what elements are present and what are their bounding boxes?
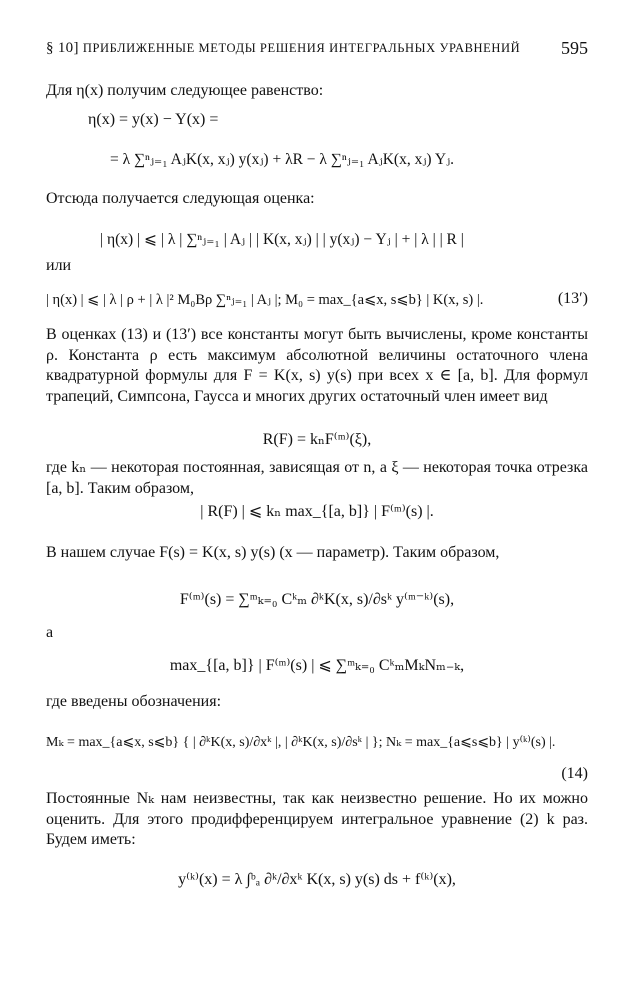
equation-number: (14): [561, 765, 588, 782]
text-line: Для η(x) получим следующее равенство:: [46, 82, 324, 99]
paragraph: Постоянные Nₖ нам неизвестны, так как неизвестно решение. Но их можно оценить. Для этого продифференцируем интегральное уравнение (2) k раз. Будем иметь:: [46, 790, 588, 848]
equation-number: (13′): [557, 290, 588, 307]
header-title: ПРИБЛИЖЕННЫЕ МЕТОДЫ РЕШЕНИЯ ИНТЕГРАЛЬНЫХ УРАВНЕНИЙ: [82, 41, 521, 55]
equation: | R(F) | ⩽ kₙ max_{[a, b]} | F⁽ᵐ⁾(s) |.: [200, 503, 434, 520]
equation: = λ ∑ⁿⱼ₌₁ AⱼK(x, xⱼ) y(xⱼ) + λR − λ ∑ⁿⱼ₌₁ AⱼK(x, xⱼ) Yⱼ.: [110, 151, 455, 168]
equation: | η(x) | ⩽ | λ | ρ + | λ |² M₀Bρ ∑ⁿⱼ₌₁ | Aⱼ |; M₀ = max_{a⩽x, s⩽b} | K(x, s) |.: [46, 292, 484, 308]
equation: R(F) = kₙF⁽ᵐ⁾(ξ),: [262, 431, 372, 448]
section-mark: § 10]: [46, 40, 79, 56]
equation: max_{[a, b]} | F⁽ᵐ⁾(s) | ⩽ ∑ᵐₖ₌₀ CᵏₘMₖNₘ₋ₖ,: [169, 657, 465, 674]
equation: Mₖ = max_{a⩽x, s⩽b} { | ∂ᵏK(x, s)/∂xᵏ |, | ∂ᵏK(x, s)/∂sᵏ | }; Nₖ = max_{a⩽s⩽b} | y⁽ᵏ⁾(s) |.: [46, 735, 556, 750]
paragraph: В оценках (13) и (13′) все константы могут быть вычислены, кроме константы ρ. Константа ρ есть максимум абсолютной величины остаточного члена квадратурной формулы для F = K(x, s) y(s) при всех x ∈ [a, b]. Для формул трапеций, Симпсона, Гаусса и многих других остаточный член имеет вид: [46, 326, 588, 405]
equation: η(x) = y(x) − Y(x) =: [88, 111, 219, 128]
equation: F⁽ᵐ⁾(s) = ∑ᵐₖ₌₀ Cᵏₘ ∂ᵏK(x, s)/∂sᵏ y⁽ᵐ⁻ᵏ⁾(s),: [179, 591, 455, 608]
equation: | η(x) | ⩽ | λ | ∑ⁿⱼ₌₁ | Aⱼ | | K(x, xⱼ) | | y(xⱼ) − Yⱼ | + | λ | | R |: [100, 231, 464, 248]
text-line: где введены обозначения:: [46, 693, 222, 710]
running-header: [46, 40, 520, 57]
text-line: или: [46, 257, 72, 274]
text-line: Отсюда получается следующая оценка:: [46, 190, 315, 207]
text-line: В нашем случае F(s) = K(x, s) y(s) (x — параметр). Таким образом,: [46, 544, 500, 561]
paragraph: где kₙ — некоторая постоянная, зависящая от n, а ξ — некоторая точка отрезка [a, b]. Таким образом,: [46, 459, 588, 497]
equation: y⁽ᵏ⁾(x) = λ ∫ᵇₐ ∂ᵏ/∂xᵏ K(x, s) y(s) ds + f⁽ᵏ⁾(x),: [178, 871, 456, 888]
page-number: 595: [561, 38, 588, 58]
text-line: а: [46, 624, 54, 641]
